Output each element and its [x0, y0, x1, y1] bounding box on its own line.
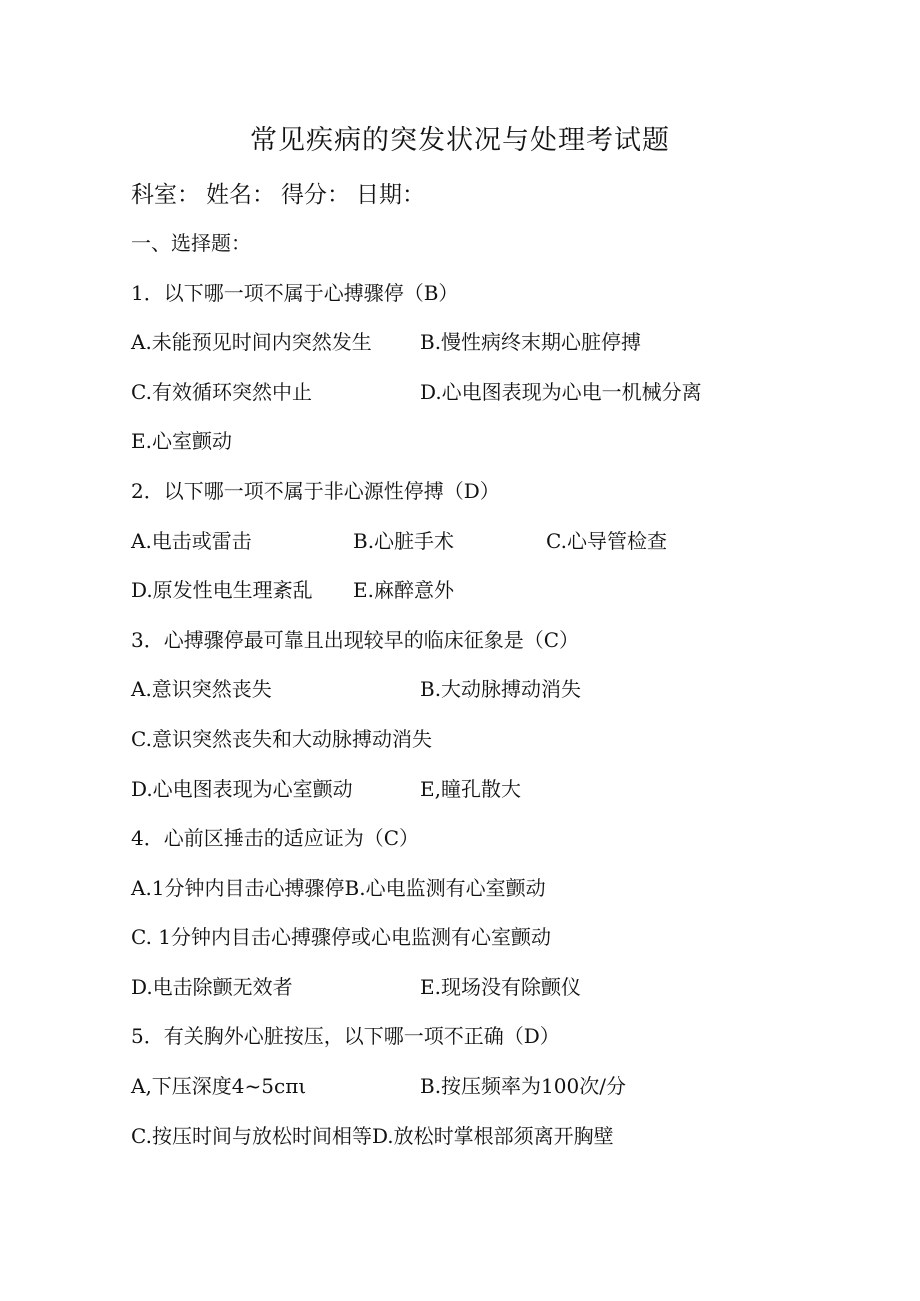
- question-3-option-b: B.大动脉搏动消失: [420, 677, 582, 701]
- question-5-stem: 5．有关胸外心脏按压，以下哪一项不正确（D）: [131, 1024, 560, 1048]
- page-title: 常见疾病的突发状况与处理考试题: [250, 125, 670, 156]
- question-4-option-b: B.心电监测有心室颤动: [344, 876, 546, 900]
- question-4-option-ab: [131, 874, 546, 902]
- name-label: 姓名：: [206, 182, 275, 208]
- question-1-option-d: D.心电图表现为心电一机械分离: [420, 380, 702, 404]
- department-label: 科室：: [131, 182, 200, 208]
- question-4-option-d: D.电击除颤无效者: [131, 975, 293, 999]
- question-4-option-c: C. 1分钟内目击心搏骤停或心电监测有心室颤动: [131, 925, 552, 949]
- question-5-option-b: B.按压频率为100次/分: [420, 1074, 626, 1098]
- question-4-option-e: E.现场没有除颤仪: [420, 975, 581, 999]
- question-4-option-a: A.1分钟内目击心搏骤停: [131, 876, 345, 900]
- question-1-stem: 1．以下哪一项不属于心搏骤停（B）: [131, 281, 459, 305]
- header-fields: [131, 176, 431, 209]
- question-2-option-e: E.麻醉意外: [353, 578, 454, 602]
- question-1-option-a: A.未能预见时间内突然发生: [131, 330, 372, 354]
- question-3-option-e: E,瞳孔散大: [420, 777, 521, 801]
- question-5-option-cd: [131, 1122, 614, 1150]
- section-heading: 一、选择题：: [131, 231, 251, 255]
- question-5-option-a: A,下压深度4~5cπι: [131, 1074, 307, 1098]
- date-label: 日期：: [356, 182, 425, 208]
- question-2-option-b: B.心脏手术: [353, 529, 455, 553]
- question-5-option-d: D.放松时掌根部须离开胸壁: [371, 1124, 614, 1148]
- question-3-stem: 3．心搏骤停最可靠且出现较早的临床征象是（C）: [131, 628, 580, 652]
- question-1-option-c: C.有效循环突然中止: [131, 380, 312, 404]
- question-4-stem: 4．心前区捶击的适应证为（C）: [131, 826, 420, 850]
- question-3-option-c: C.意识突然丧失和大动脉搏动消失: [131, 727, 432, 751]
- question-2-stem: 2．以下哪一项不属于非心源性停搏（D）: [131, 479, 500, 503]
- question-1-option-b: B.慢性病终末期心脏停搏: [420, 330, 642, 354]
- score-label: 得分：: [281, 182, 350, 208]
- question-3-option-a: A.意识突然丧失: [131, 677, 272, 701]
- question-1-option-e: E.心室颤动: [131, 429, 232, 453]
- question-5-option-c: C.按压时间与放松时间相等: [131, 1124, 372, 1148]
- question-2-option-c: C.心导管检查: [546, 529, 667, 553]
- question-2-option-a: A.电击或雷击: [131, 529, 252, 553]
- question-3-option-d: D.心电图表现为心室颤动: [131, 777, 353, 801]
- question-2-option-d: D.原发性电生理紊乱: [131, 578, 313, 602]
